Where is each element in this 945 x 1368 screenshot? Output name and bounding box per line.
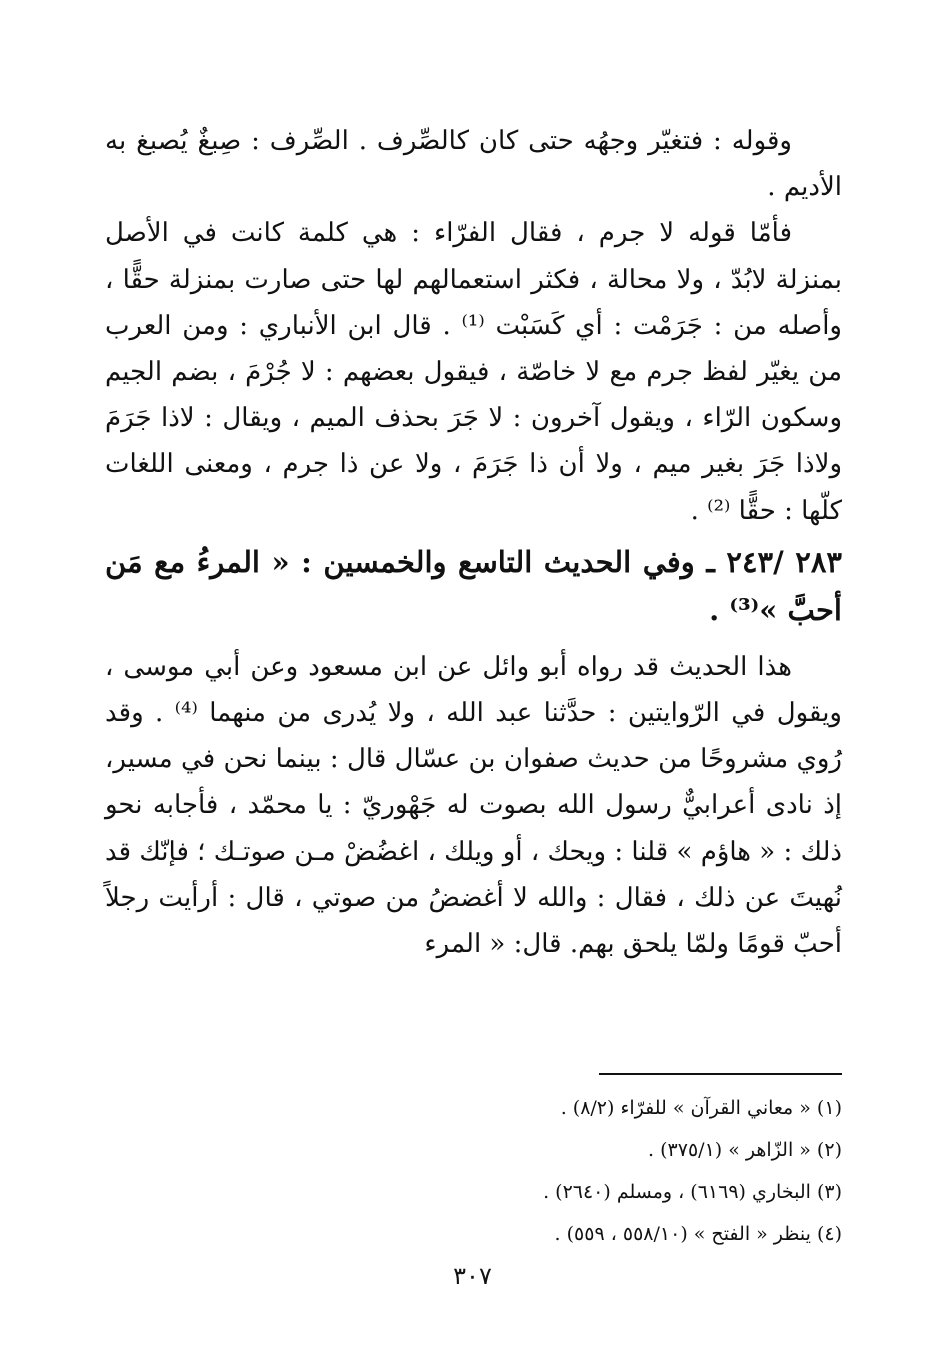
main-text	[105, 118, 842, 967]
hadith-heading: ٢٨٣ /٢٤٣ ـ وفي الحديث التاسع والخمسين : « المرءُ مع مَن أحبَّ »⁽³⁾ .	[105, 544, 842, 627]
paragraph-2: فأمّا قوله لا جرم ، فقال الفرّاء : هي كلمة كانت في الأصل بمنزلة لابُدّ ، ولا محالة ، فكثر استعمالهم لها حتى صارت بمنزلة حقًّا ، وأصله من : جَرَمْت : أي كَسَبْت ⁽¹⁾ . قال ابن الأنباري : ومن العرب من يغيّر لفظ جرم مع لا خاصّة ، فيقول بعضهم : لا جُرْمَ ، بضم الجيم وسكون الرّاء ، ويقول آخرون : لا جَرَ بحذف الميم ، ويقال : لاذا جَرَمَ ولاذا جَرَ بغير ميم ، ولا أن ذا جَرَمَ ، ولا عن ذا جرم ، ومعنى اللغات كلّها : حقًّا ⁽²⁾ .	[105, 218, 842, 526]
footnote-2: (٢) « الزّاهر » (٣٧٥/١) .	[648, 1139, 842, 1161]
footnote-1: (١) « معاني القرآن » للفرّاء (٨/٢) .	[560, 1097, 842, 1119]
footnote-separator	[599, 1073, 842, 1075]
footnote-3: (٣) البخاري (٦١٦٩) ، ومسلم (٢٦٤٠) .	[543, 1181, 842, 1203]
footnote-4: (٤) ينظر « الفتح » (٥٥٨/١٠ ، ٥٥٩) .	[554, 1223, 842, 1245]
paragraph-3: هذا الحديث قد رواه أبو وائل عن ابن مسعود وعن أبي موسى ، ويقول في الرّوايتين : حدَّثنا عبد الله ، ولا يُدرى من منهما ⁽⁴⁾ . وقد رُوي مشروحًا من حديث صفوان بن عسّال قال : بينما نحن في مسير، إذ نادى أعرابيٌّ رسول الله بصوت له جَهْوريّ : يا محمّد ، فأجابه نحو ذلك : « هاؤم » قلنا : ويحك ، أو ويلك ، اغضُضْ مـن صوتـك ؛ فإنّك قد نُهيتَ عن ذلك ، فقال : والله لا أغضضُ من صوتي ، قال : أرأيت رجلاً أحبّ قومًا ولمّا يلحق بهم. قال: « المرء	[105, 651, 843, 960]
footnotes	[105, 1087, 842, 1255]
paragraph-1: وقوله : فتغيّر وجهُه حتى كان كالصِّرف . الصِّرف : صِبغٌ يُصبغ به الأديم .	[105, 126, 842, 203]
page-number: ٣٠٧	[453, 1262, 492, 1290]
